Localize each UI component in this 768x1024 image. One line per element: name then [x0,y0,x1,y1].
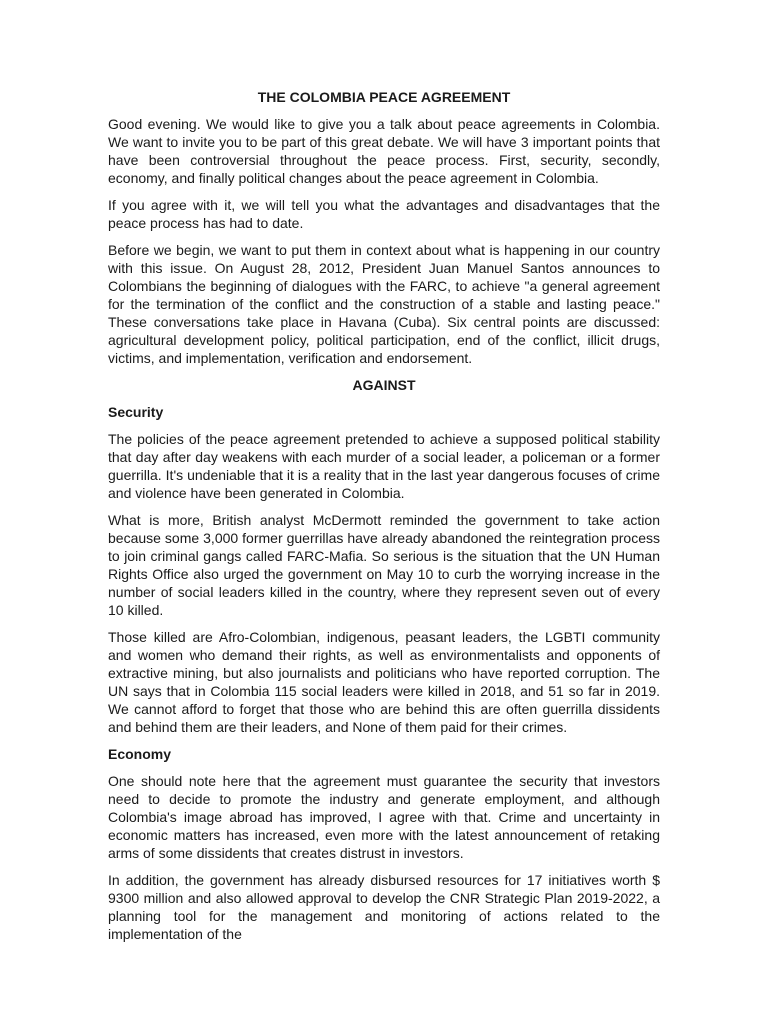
intro-paragraph: Before we begin, we want to put them in context about what is happening in our country with this issue. On August 28, 2012, President Juan Manuel Santos announces to Colombians the beginning of dialogues with the FARC, to achieve "a general agreement for the termination of the conflict and the construction of a stable and lasting peace." These conversations take place in Havana (Cuba). Six central points are discussed: agricultural development policy, political participation, end of the conflict, illicit drugs, victims, and implementation, verification and endorsement. [108,242,660,366]
security-paragraph: The policies of the peace agreement pretended to achieve a supposed political stability that day after day weakens with each murder of a social leader, a policeman or a former guerrilla. It's undeniable that it is a reality that in the last year dangerous focuses of crime and violence have been generated in Colombia. [108,431,660,501]
intro-paragraph: Good evening. We would like to give you a talk about peace agreements in Colombia. We want to invite you to be part of this great debate. We will have 3 important points that have been controversial throughout the peace process. First, security, secondly, economy, and finally political changes about the peace agreement in Colombia. [108,116,660,186]
economy-paragraph: One should note here that the agreement must guarantee the security that investors need to decide to promote the industry and generate employment, and although Colombia's image abroad has improved, I agree with that. Crime and uncertainty in economic matters has increased, even more with the latest announcement of retaking arms of some dissidents that creates distrust in investors. [108,773,660,861]
intro-paragraph: If you agree with it, we will tell you what the advantages and disadvantages that the peace process has had to date. [108,197,660,231]
security-heading: Security [108,404,164,420]
economy-paragraph: In addition, the government has already disbursed resources for 17 initiatives worth $ 9300 million and also allowed approval to develop the CNR Strategic Plan 2019-2022, a planning tool for the management and monitoring of actions related to the implementation of the [108,872,660,942]
against-heading: AGAINST [352,377,416,393]
security-paragraph: Those killed are Afro-Colombian, indigenous, peasant leaders, the LGBTI community and women who demand their rights, as well as environmentalists and opponents of extractive mining, but also journalists and politicians who have reported corruption. The UN says that in Colombia 115 social leaders were killed in 2018, and 51 so far in 2019. We cannot afford to forget that those who are behind this are often guerrilla dissidents and behind them are their leaders, and None of them paid for their crimes. [108,629,660,735]
document-title: THE COLOMBIA PEACE AGREEMENT [257,89,511,105]
security-paragraph: What is more, British analyst McDermott reminded the government to take action because some 3,000 former guerrillas have already abandoned the reintegration process to join criminal gangs called FARC-Mafia. So serious is the situation that the UN Human Rights Office also urged the government on May 10 to curb the worrying increase in the number of social leaders killed in the country, where they represent seven out of every 10 killed. [108,512,660,618]
economy-heading: Economy [108,746,172,762]
